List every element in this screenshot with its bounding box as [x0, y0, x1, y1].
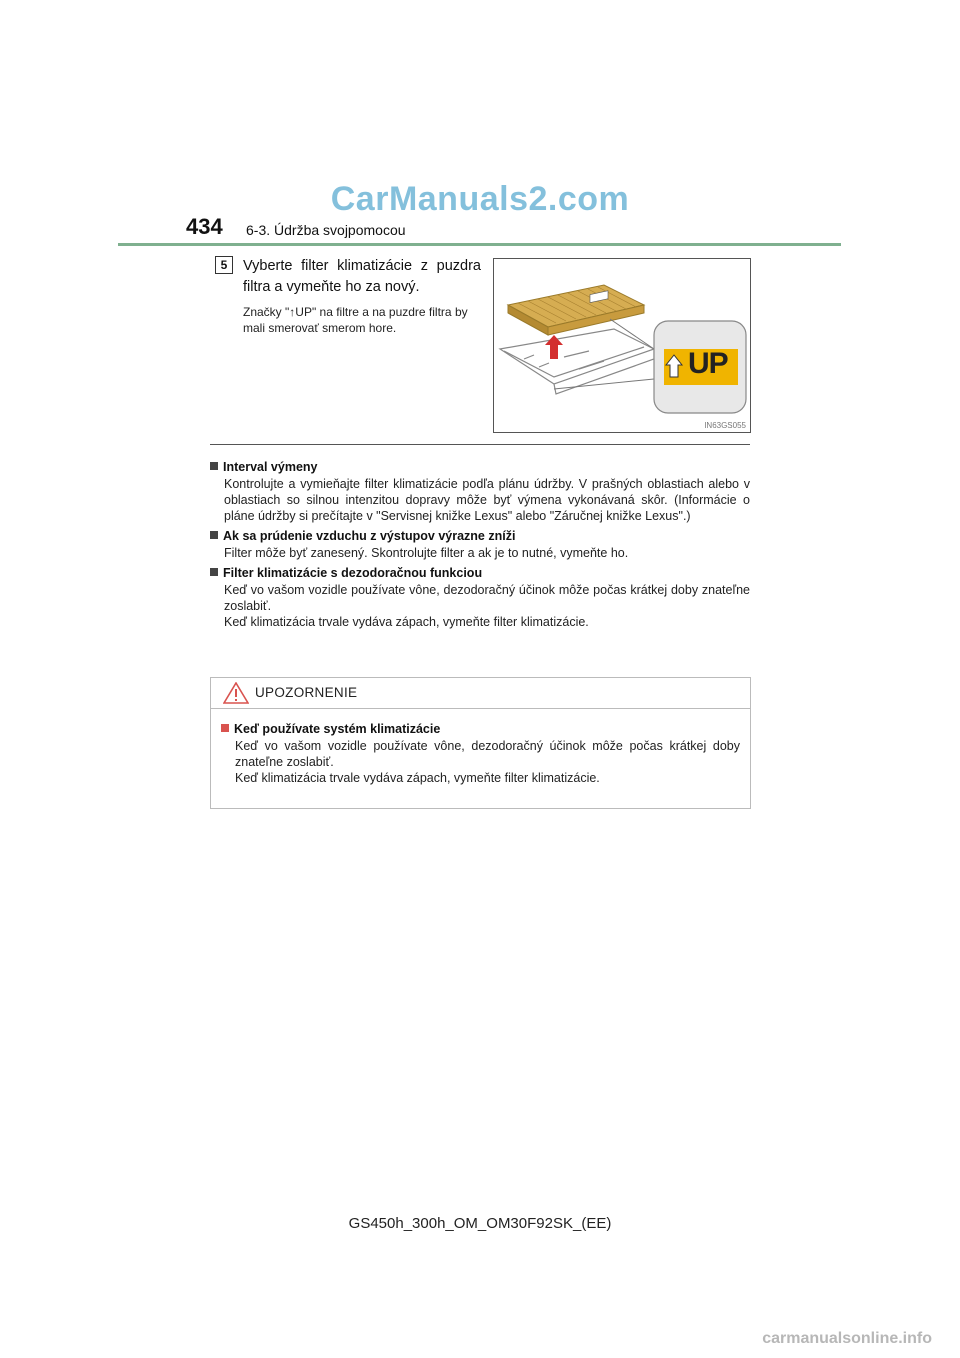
filter-figure [493, 258, 751, 433]
warning-item-title: Keď používate systém klimatizácie [221, 721, 740, 738]
section-title: 6-3. Údržba svojpomocou [246, 222, 406, 238]
note-title: Filter klimatizácie s dezodoračnou funkciou [210, 565, 750, 582]
note-body: Kontrolujte a vymieňajte filter klimatizácie podľa plánu údržby. V prašných oblastiach alebo v oblastiach so silnou intenzitou dopravy môže byť výmena vykonávaná skôr. (Informácie o pláne údržby si prečítajte v "Servisnej knižke Lexus" alebo "Záručnej knižke Lexus".) [224, 477, 750, 523]
watermark-bottom: carmanualsonline.info [762, 1330, 932, 1347]
step-number-badge: 5 [215, 256, 233, 274]
warning-item-body: Keď vo vašom vozidle používate vône, dezodoračný účinok môže počas krátkej doby znateľne zoslabiť. Keď klimatizácia trvale vydáva zápach, vymeňte filter klimatizácie. [235, 739, 740, 785]
note-body: Filter môže byť zanesený. Skontrolujte filter a ak je to nutné, vymeňte ho. [224, 546, 629, 560]
watermark-top: CarManuals2.com [330, 180, 630, 218]
note-title: Ak sa prúdenie vzduchu z výstupov výrazne zníži [210, 528, 750, 545]
step-note: Značky "↑UP" na filtre a na puzdre filtra by mali smerovať smerom hore. [243, 305, 468, 335]
bullet-square-icon [210, 531, 218, 539]
warning-title: UPOZORNENIE [255, 685, 358, 700]
note-body: Keď vo vašom vozidle používate vône, dezodoračný účinok môže počas krátkej doby znateľne zoslabiť. Keď klimatizácia trvale vydáva zápach, vymeňte filter klimatizácie. [224, 583, 750, 629]
warning-triangle-icon [223, 682, 249, 704]
header-rule [118, 243, 841, 246]
separator-rule [210, 444, 750, 445]
notes-section [210, 455, 750, 634]
warning-content [211, 709, 750, 786]
footer-code: GS450h_300h_OM_OM30F92SK_(EE) [348, 1215, 612, 1232]
note-title: Interval výmeny [210, 459, 750, 476]
page-number: 434 [186, 214, 223, 239]
air-filter-illustration [494, 259, 750, 432]
figure-code: IN63GS055 [704, 421, 746, 430]
warning-box [210, 677, 751, 809]
bullet-square-icon [210, 568, 218, 576]
bullet-square-icon [210, 462, 218, 470]
bullet-square-icon [221, 724, 229, 732]
warning-header [211, 678, 750, 709]
up-label: UP [688, 347, 728, 380]
step-text: Vyberte filter klimatizácie z puzdra filtra a vymeňte ho za nový. [243, 258, 481, 295]
